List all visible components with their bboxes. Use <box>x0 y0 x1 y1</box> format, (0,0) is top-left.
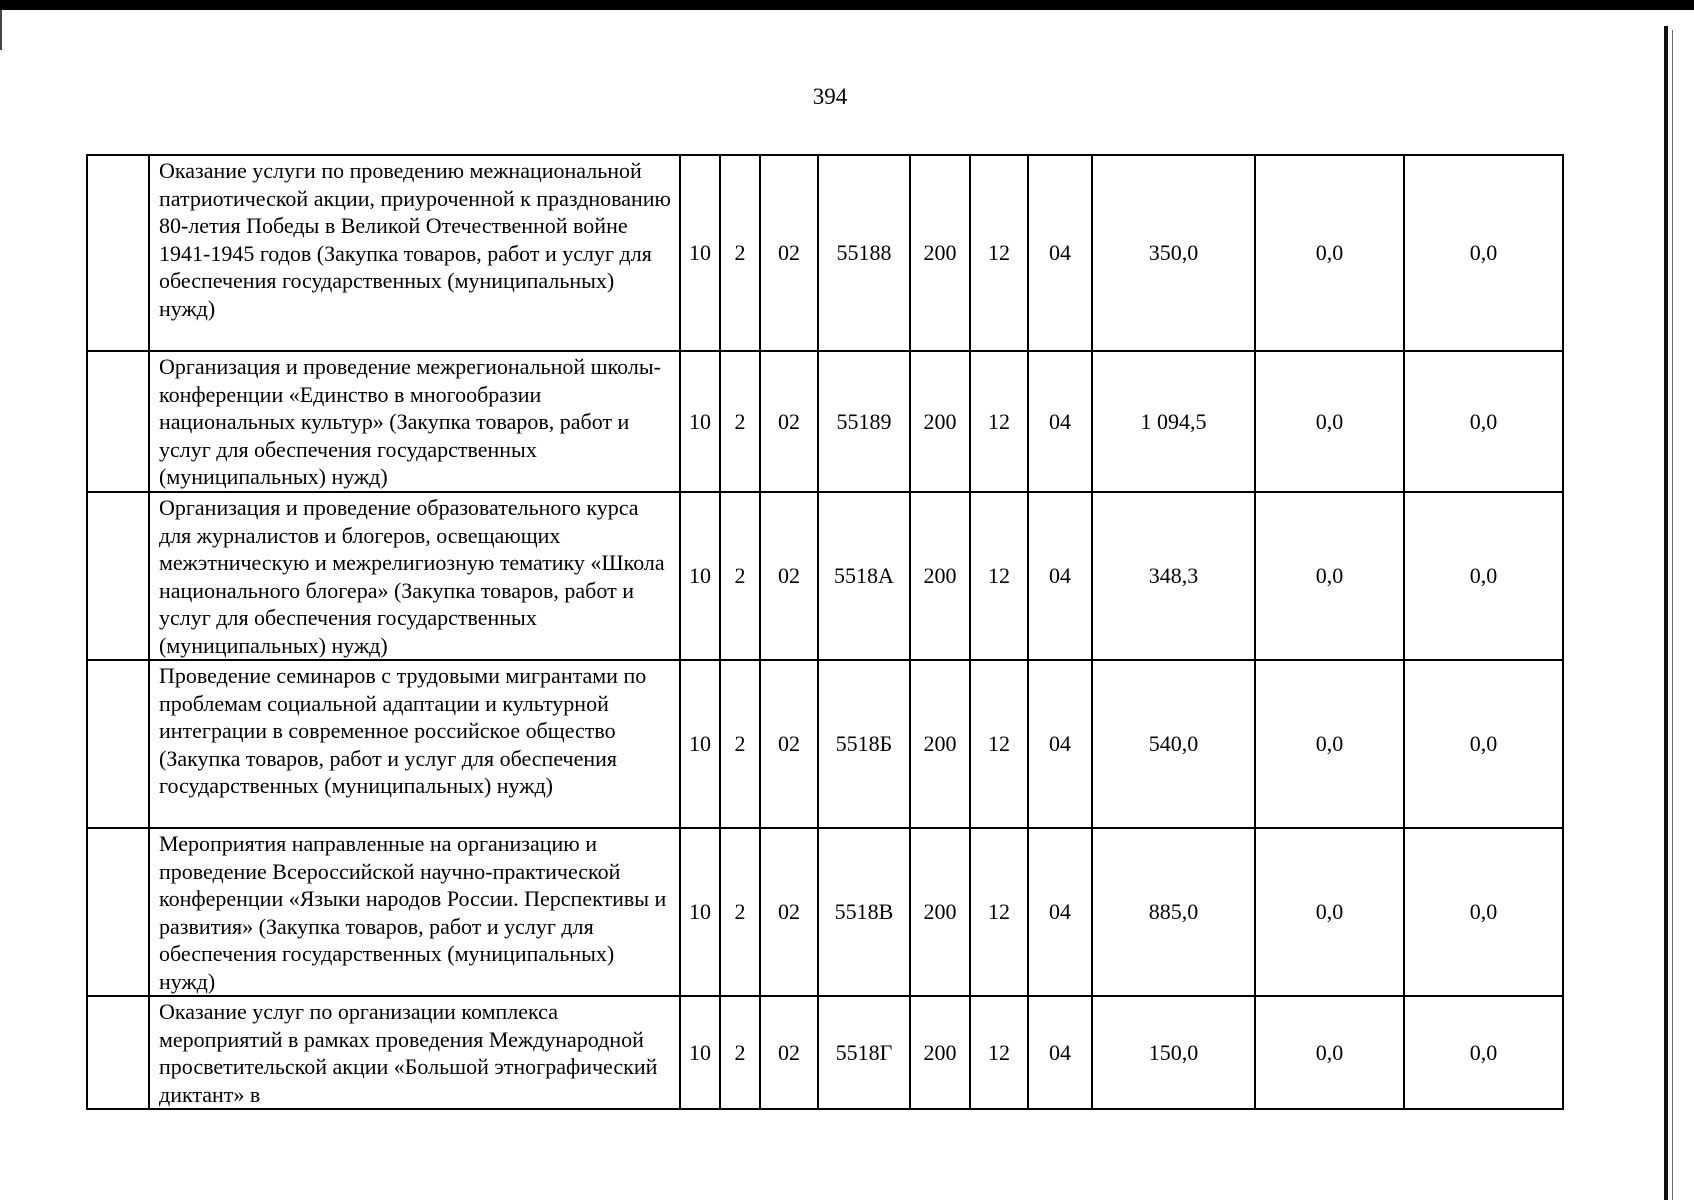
amount-cell-3: 0,0 <box>1404 155 1563 351</box>
budget-table <box>86 154 1564 1110</box>
amount-cell-2: 0,0 <box>1255 492 1404 660</box>
code-cell-2: 2 <box>720 492 760 660</box>
code-cell-7: 04 <box>1028 351 1092 492</box>
row-description: Организация и проведение межрегиональной школы-конференции «Единство в многообразии национальных культур» (Закупка товаров, работ и услуг для обеспечения государственных (муниципальных) нужд) <box>149 351 680 492</box>
code-cell-7: 04 <box>1028 492 1092 660</box>
row-index-cell <box>87 155 149 351</box>
code-cell-3: 02 <box>760 828 818 996</box>
amount-cell-2: 0,0 <box>1255 660 1404 828</box>
code-cell-3: 02 <box>760 155 818 351</box>
code-cell-6: 12 <box>970 828 1028 996</box>
scan-right-border <box>1664 26 1668 1200</box>
code-cell-3: 02 <box>760 351 818 492</box>
amount-cell-3: 0,0 <box>1404 996 1563 1109</box>
amount-cell-1: 1 094,5 <box>1092 351 1255 492</box>
code-cell-5: 200 <box>910 660 970 828</box>
code-cell-6: 12 <box>970 351 1028 492</box>
scan-left-border <box>0 10 2 50</box>
amount-cell-3: 0,0 <box>1404 660 1563 828</box>
code-cell-4: 5518Б <box>818 660 910 828</box>
code-cell-2: 2 <box>720 155 760 351</box>
amount-cell-2: 0,0 <box>1255 155 1404 351</box>
code-cell-4: 55189 <box>818 351 910 492</box>
row-index-cell <box>87 351 149 492</box>
code-cell-7: 04 <box>1028 996 1092 1109</box>
amount-cell-1: 150,0 <box>1092 996 1255 1109</box>
amount-cell-1: 885,0 <box>1092 828 1255 996</box>
code-cell-5: 200 <box>910 492 970 660</box>
table-row <box>87 492 1563 660</box>
code-cell-3: 02 <box>760 996 818 1109</box>
code-cell-7: 04 <box>1028 660 1092 828</box>
page-number: 394 <box>812 84 848 109</box>
code-cell-4: 5518В <box>818 828 910 996</box>
code-cell-3: 02 <box>760 492 818 660</box>
row-index-cell <box>87 828 149 996</box>
code-cell-4: 5518А <box>818 492 910 660</box>
code-cell-6: 12 <box>970 155 1028 351</box>
row-description: Оказание услуг по организации комплекса мероприятий в рамках проведения Международной просветительской акции «Большой этнографический диктант» в <box>149 996 680 1109</box>
row-description: Проведение семинаров с трудовыми мигрантами по проблемам социальной адаптации и культурной интеграции в современное российское общество (Закупка товаров, работ и услуг для обеспечения государственных (муниципальных) нужд) <box>149 660 680 828</box>
code-cell-5: 200 <box>910 155 970 351</box>
code-cell-1: 10 <box>680 660 720 828</box>
code-cell-6: 12 <box>970 996 1028 1109</box>
code-cell-2: 2 <box>720 828 760 996</box>
code-cell-6: 12 <box>970 660 1028 828</box>
amount-cell-3: 0,0 <box>1404 351 1563 492</box>
amount-cell-1: 350,0 <box>1092 155 1255 351</box>
code-cell-3: 02 <box>760 660 818 828</box>
row-description: Оказание услуги по проведению межнациональной патриотической акции, приуроченной к празднованию 80-летия Победы в Великой Отечественной войне 1941-1945 годов (Закупка товаров, работ и услуг для обеспечения государственных (муниципальных) нужд) <box>149 155 680 351</box>
code-cell-1: 10 <box>680 996 720 1109</box>
code-cell-2: 2 <box>720 351 760 492</box>
table-row <box>87 828 1563 996</box>
row-description: Организация и проведение образовательного курса для журналистов и блогеров, освещающих межэтническую и межрелигиозную тематику «Школа национального блогера» (Закупка товаров, работ и услуг для обеспечения государственных (муниципальных) нужд) <box>149 492 680 660</box>
code-cell-6: 12 <box>970 492 1028 660</box>
code-cell-5: 200 <box>910 828 970 996</box>
table-row <box>87 351 1563 492</box>
code-cell-7: 04 <box>1028 828 1092 996</box>
scan-top-border <box>0 0 1694 10</box>
table-row <box>87 660 1563 828</box>
code-cell-5: 200 <box>910 351 970 492</box>
amount-cell-2: 0,0 <box>1255 996 1404 1109</box>
amount-cell-3: 0,0 <box>1404 828 1563 996</box>
code-cell-5: 200 <box>910 996 970 1109</box>
amount-cell-1: 540,0 <box>1092 660 1255 828</box>
code-cell-2: 2 <box>720 660 760 828</box>
amount-cell-2: 0,0 <box>1255 351 1404 492</box>
row-index-cell <box>87 660 149 828</box>
scan-right-border-thin <box>1672 30 1673 1200</box>
table-row <box>87 155 1563 351</box>
code-cell-1: 10 <box>680 351 720 492</box>
code-cell-4: 55188 <box>818 155 910 351</box>
code-cell-1: 10 <box>680 155 720 351</box>
row-index-cell <box>87 996 149 1109</box>
table-row <box>87 996 1563 1109</box>
code-cell-4: 5518Г <box>818 996 910 1109</box>
amount-cell-2: 0,0 <box>1255 828 1404 996</box>
code-cell-7: 04 <box>1028 155 1092 351</box>
amount-cell-1: 348,3 <box>1092 492 1255 660</box>
code-cell-2: 2 <box>720 996 760 1109</box>
code-cell-1: 10 <box>680 828 720 996</box>
code-cell-1: 10 <box>680 492 720 660</box>
amount-cell-3: 0,0 <box>1404 492 1563 660</box>
row-index-cell <box>87 492 149 660</box>
row-description: Мероприятия направленные на организацию и проведение Всероссийской научно-практической конференции «Языки народов России. Перспективы и развития» (Закупка товаров, работ и услуг для обеспечения государственных (муниципальных) нужд) <box>149 828 680 996</box>
